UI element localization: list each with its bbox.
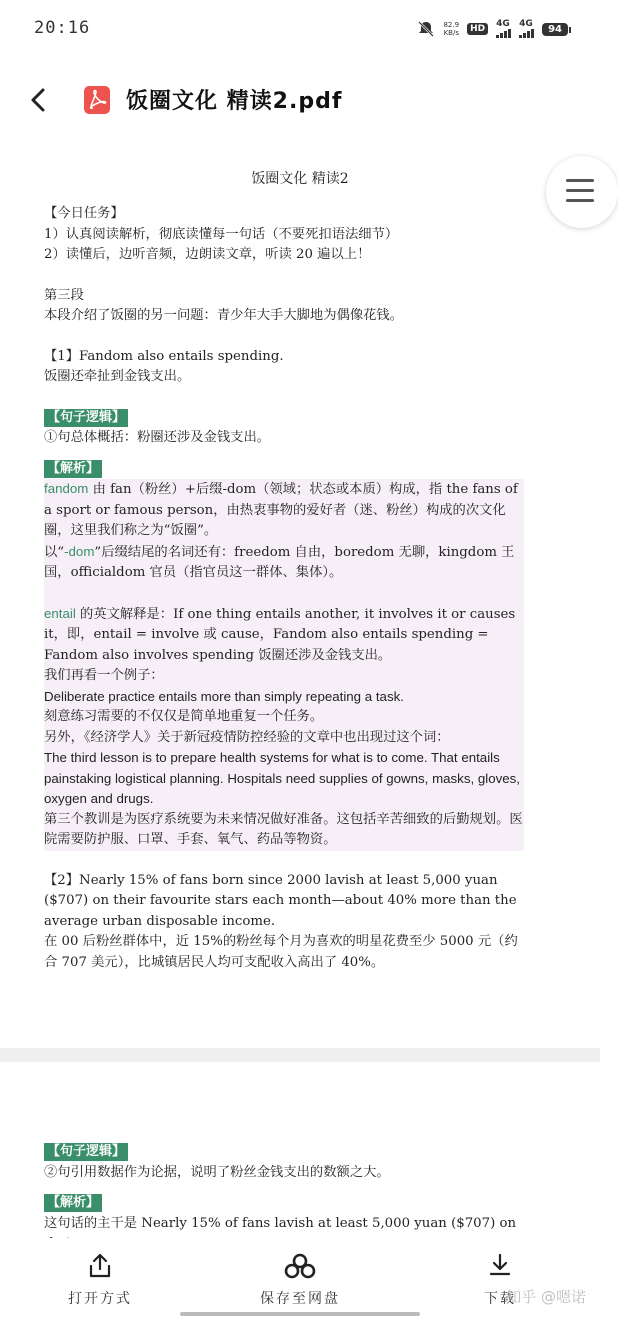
example-chinese: 刻意练习需要的不仅仅是简单地重复一个任务。 [44,709,324,724]
signal-sim2: 4G [519,20,534,38]
pdf-page [0,140,600,1048]
signal-bars-icon [496,29,511,38]
sentence-2-chinese: 在 00 后粉丝群体中，近 15%的粉丝每个月为喜欢的明星花费至少 5000 元（约合 707 美元），比城镇居民人均可支配收入高出了 40%。 [44,934,518,970]
bell-off-icon [417,20,435,38]
menu-icon [566,179,594,182]
save-to-pan-label: 保存至网盘 [260,1291,340,1307]
logic-tag: 【句子逻辑】 [44,409,128,427]
title-bar [0,70,600,130]
economist-chinese: 第三个教训是为医疗系统要为未来情况做好准备。这包括辛苦细致的后勤规划。医院需要防护服、口罩、手套、氧气、药品等物资。 [44,811,523,847]
task-item: 1）认真阅读解析，彻底读懂每一句话（不要死扣语法细节） [44,226,399,242]
sentence-1-english: 【1】Fandom also entails spending. [44,348,284,364]
network-speed: 82.9 KB/s [443,21,460,37]
menu-button[interactable] [546,156,618,228]
economist-intro: 另外，《经济学人》关于新冠疫情防控经验的文章中也出现过这个词： [44,729,450,745]
open-with-button[interactable] [40,1252,160,1308]
logic-text: ②句引用数据作为论据，说明了粉丝金钱支出的数额之大。 [44,1164,390,1180]
task-item: 2）读懂后，边听音频，边朗读文章，听读 20 遍以上！ [44,247,371,262]
open-with-label: 打开方式 [68,1291,132,1307]
status-icons [417,20,568,38]
back-arrow-icon [22,82,58,118]
back-button[interactable] [22,82,58,118]
analysis-block [44,479,524,851]
status-bar [0,0,600,62]
download-icon [487,1252,513,1280]
keyword-fandom: fandom [44,481,89,496]
cloud-drive-icon [284,1252,316,1280]
logic-tag: 【句子逻辑】 [44,1143,128,1161]
example-intro: 我们再看一个例子： [44,668,164,683]
save-to-pan-button[interactable] [240,1252,360,1308]
watermark: 知乎 @嗯诺 [506,1288,586,1306]
keyword-dom: -dom [64,543,95,559]
paragraph-heading: 第三段 [44,287,84,303]
economist-english: The third lesson is to prepare health systems for what is to come. That entails painstaking logistical planning. Hospitals need supplies of gowns, masks, gloves, oxygen and drugs. [44,750,521,806]
battery-indicator: 94 [542,23,568,36]
pdf-page-2 [0,1062,600,1242]
page-title: 饭圈文化 精读2 [251,171,349,187]
document-title: 饭圈文化 精读2.pdf [126,89,343,114]
home-indicator[interactable] [180,1312,420,1316]
entail-explanation: entail 的英文解释是：If one thing entails another, it involves it or causes it，即，entail = involve 或 cause，Fandom also entails spending = Fandom also involves spending 饭圈还涉及金钱支出。 [44,605,516,663]
fandom-explanation: fandom 由 fan（粉丝）+后缀-dom（领域；状态或本质）构成，指 the fans of a sport or famous person，由热衷事物的爱好者（迷、粉丝）构成的次文化圈，这里我们称之为“饭圈”。 [44,481,518,538]
sentence-2-english: 【2】Nearly 15% of fans born since 2000 lavish at least 5,000 yuan ($707) on their favourite stars each month—about 40% more than the average urban disposable income. [44,872,517,929]
status-time: 20:16 [34,18,91,38]
keyword-entail: entail [44,605,76,621]
signal-sim1: 4G [496,20,511,38]
analysis-tag: 【解析】 [44,1194,102,1212]
share-icon [87,1252,113,1280]
logic-text: ①句总体概括：粉圈还涉及金钱支出。 [44,430,271,445]
bottom-toolbar [0,1238,600,1320]
download-label: 下载 [484,1291,516,1307]
page-divider [0,1048,600,1062]
page-content [44,204,524,973]
task-heading: 【今日任务】 [44,206,124,221]
pdf-file-icon [84,86,110,114]
analysis-text: 这句话的主干是 Nearly 15% of fans lavish at least 5,000 yuan ($707) on [44,1215,517,1231]
hd-badge: HD [467,23,488,35]
example-english: Deliberate practice entails more than simply repeating a task. [44,688,404,704]
dom-explanation: 以“-dom”后缀结尾的名词还有：freedom 自由，boredom 无聊，kingdom 王国，officialdom 官员（指官员这一群体、集体）。 [44,543,515,580]
analysis-tag: 【解析】 [44,460,102,478]
signal-bars-icon [519,29,534,38]
paragraph-intro: 本段介绍了饭圈的另一问题：青少年大手大脚地为偶像花钱。 [44,308,404,323]
sentence-1-chinese: 饭圈还牵扯到金钱支出。 [44,369,191,384]
